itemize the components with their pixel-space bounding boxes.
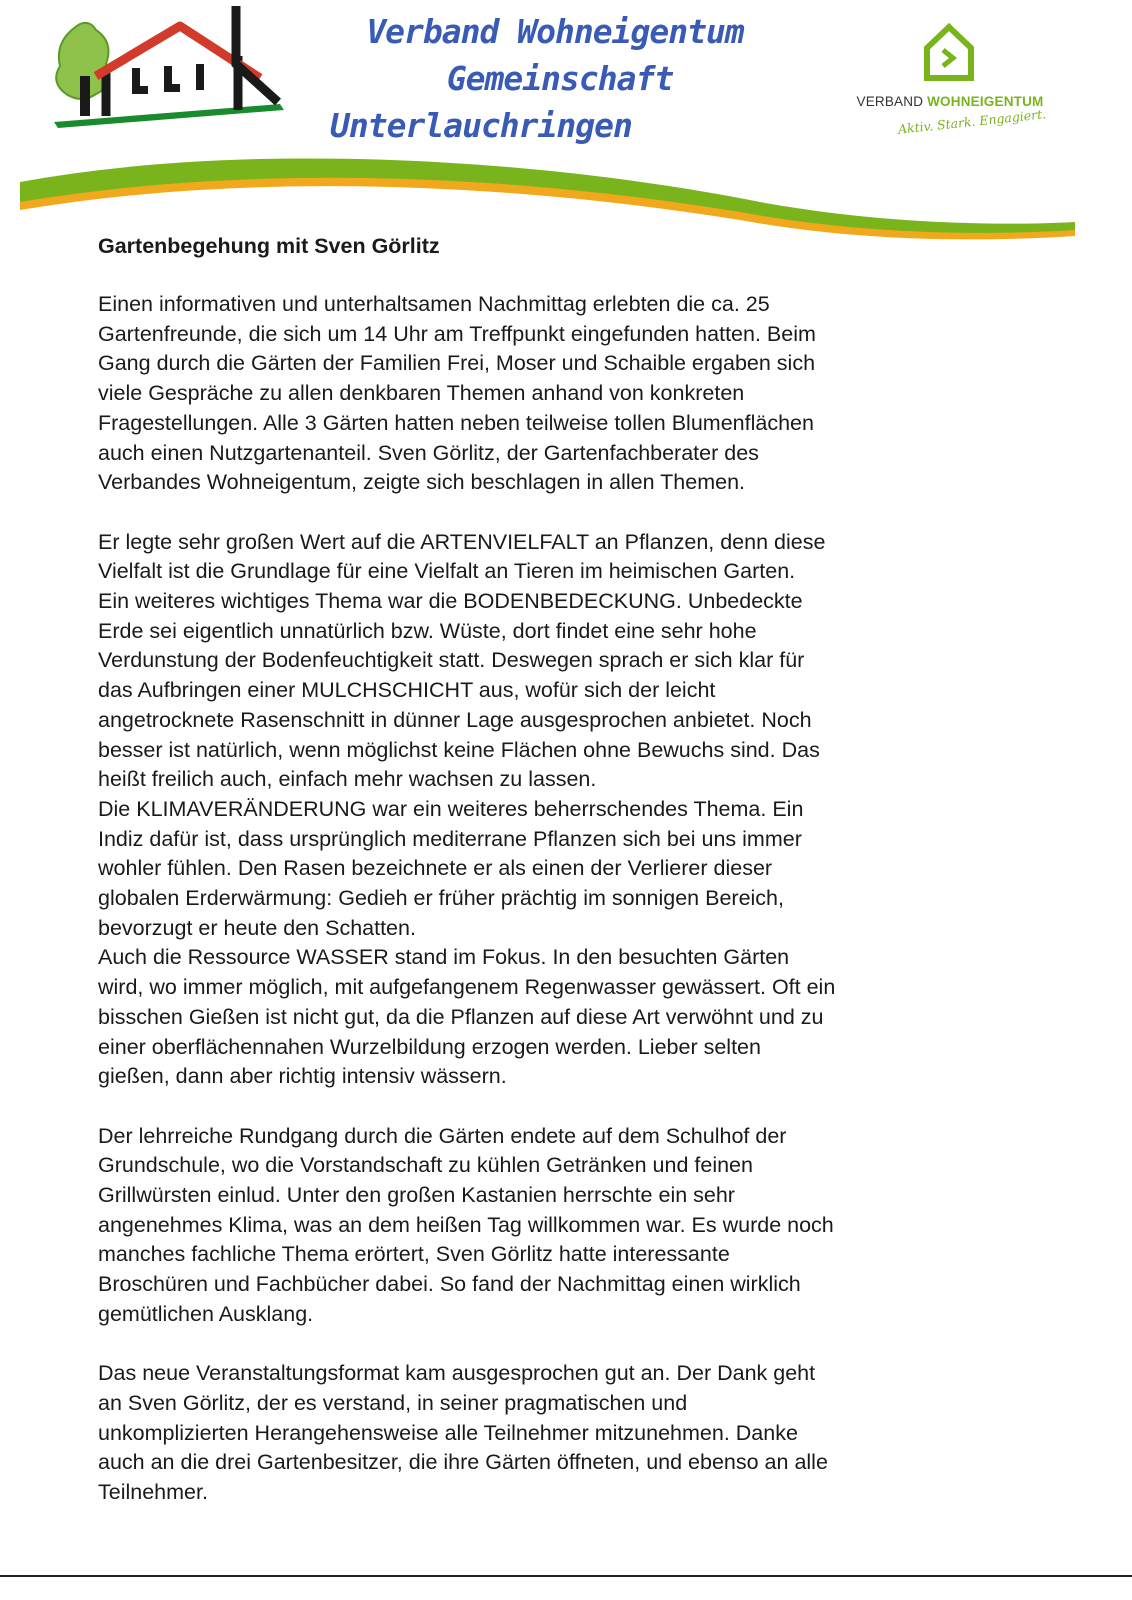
paragraph-line: unkomplizierten Herangehensweise alle Teilnehmer mitzunehmen. Danke [98, 1420, 798, 1445]
house-check-icon [922, 22, 976, 84]
paragraph-line: Auch die Ressource WASSER stand im Fokus. In den besuchten Gärten [98, 945, 790, 970]
brand-logo [830, 22, 1070, 162]
paragraph-line: Broschüren und Fachbücher dabei. So fand der Nachmittag einen wirklich [98, 1272, 801, 1297]
paragraph-line: das Aufbringen einer MULCHSCHICHT aus, wofür sich der leicht [98, 678, 716, 703]
paragraph-line: viele Gespräche zu allen denkbaren Themen anhand von konkreten [98, 381, 745, 406]
paragraph-line: manches fachliche Thema erörtert, Sven Görlitz hatte interessante [98, 1242, 730, 1267]
paragraph-line: Die KLIMAVERÄNDERUNG war ein weiteres beherrschendes Thema. Ein [98, 796, 804, 821]
paragraph [98, 1359, 1058, 1508]
paragraph [98, 1122, 1058, 1330]
brand-name-prefix: VERBAND [856, 94, 924, 109]
paragraph-line: Grillwürsten einlud. Unter den großen Kastanien herrschte ein sehr [98, 1183, 735, 1208]
paragraph-line: besser ist natürlich, wenn möglichst keine Flächen ohne Bewuchs sind. Das [98, 737, 820, 762]
paragraph-line: Er legte sehr großen Wert auf die ARTENVIELFALT an Pflanzen, denn diese [98, 529, 826, 554]
org-title-line-3: Unterlauchringen [330, 106, 632, 145]
paragraph-line: einer oberflächennahen Wurzelbildung erzogen werden. Lieber selten [98, 1034, 761, 1059]
paragraph-line: angetrocknete Rasenschnitt in dünner Lage ausgesprochen anbietet. Noch [98, 707, 812, 732]
article-body [98, 290, 1058, 1508]
paragraph-line: Fragestellungen. Alle 3 Gärten hatten neben teilweise tollen Blumenflächen [98, 410, 814, 435]
house-tree-logo [40, 6, 290, 128]
paragraph-line: bevorzugt er heute den Schatten. [98, 915, 416, 940]
org-title [300, 8, 820, 149]
article [98, 232, 1058, 1508]
paragraph-line: Verdunstung der Bodenfeuchtigkeit statt. Deswegen sprach er sich klar für [98, 648, 805, 673]
footer-rule [0, 1575, 1132, 1577]
paragraph-line: gemütlichen Ausklang. [98, 1301, 314, 1326]
paragraph-line: Verbandes Wohneigentum, zeigte sich beschlagen in allen Themen. [98, 470, 746, 495]
org-title-line-2: Gemeinschaft [446, 59, 674, 98]
article-title: Gartenbegehung mit Sven Görlitz [98, 234, 440, 258]
paragraph-line: Indiz dafür ist, dass ursprünglich mediterrane Pflanzen sich bei uns immer [98, 826, 802, 851]
paragraph-line: Ein weiteres wichtiges Thema war die BODENBEDECKUNG. Unbedeckte [98, 589, 803, 614]
paragraph-line: gießen, dann aber richtig intensiv wässern. [98, 1064, 507, 1089]
paragraph-line: auch an die drei Gartenbesitzer, die ihre Gärten öffneten, und ebenso an alle [98, 1450, 828, 1475]
paragraph-line: an Sven Görlitz, der es verstand, in seiner pragmatischen und [98, 1390, 688, 1415]
paragraph-line: Vielfalt ist die Grundlage für eine Vielfalt an Tieren im heimischen Garten. [98, 559, 796, 584]
brand-name-highlight: WOHNEIGENTUM [927, 94, 1044, 109]
brand-slogan: Aktiv. Stark. Engagiert. [897, 106, 1047, 137]
paragraph [98, 290, 1058, 498]
paragraph-line: globalen Erderwärmung: Gedieh er früher prächtig im sonnigen Bereich, [98, 886, 784, 911]
paragraph-line: heißt freilich auch, einfach mehr wachsen zu lassen. [98, 767, 597, 792]
paragraph-line: Teilnehmer. [98, 1480, 208, 1505]
paragraph-line: Gartenfreunde, die sich um 14 Uhr am Treffpunkt eingefunden hatten. Beim [98, 321, 816, 346]
paragraph-line: auch einen Nutzgartenanteil. Sven Görlitz, der Gartenfachberater des [98, 440, 759, 465]
paragraph-line: Einen informativen und unterhaltsamen Nachmittag erlebten die ca. 25 [98, 292, 770, 316]
paragraph-line: Erde sei eigentlich unnatürlich bzw. Wüste, dort findet eine sehr hohe [98, 618, 757, 643]
org-title-line-1: Verband Wohneigentum [366, 12, 744, 51]
paragraph-line: Der lehrreiche Rundgang durch die Gärten endete auf dem Schulhof der [98, 1123, 787, 1148]
paragraph-line: wird, wo immer möglich, mit aufgefangenem Regenwasser gewässert. Oft ein [98, 975, 836, 1000]
paragraph [98, 528, 1058, 1092]
paragraph-line: angenehmes Klima, was an dem heißen Tag willkommen war. Es wurde noch [98, 1212, 834, 1237]
paragraph-line: Grundschule, wo die Vorstandschaft zu kühlen Getränken und feinen [98, 1153, 753, 1178]
paragraph-line: Gang durch die Gärten der Familien Frei, Moser und Schaible ergaben sich [98, 351, 816, 376]
paragraph-line: wohler fühlen. Den Rasen bezeichnete er als einen der Verlierer dieser [98, 856, 773, 881]
paragraph-line: Das neue Veranstaltungsformat kam ausgesprochen gut an. Der Dank geht [98, 1361, 816, 1386]
letterhead [0, 0, 1132, 240]
paragraph-line: bisschen Gießen ist nicht gut, da die Pflanzen auf diese Art verwöhnt und zu [98, 1004, 824, 1029]
